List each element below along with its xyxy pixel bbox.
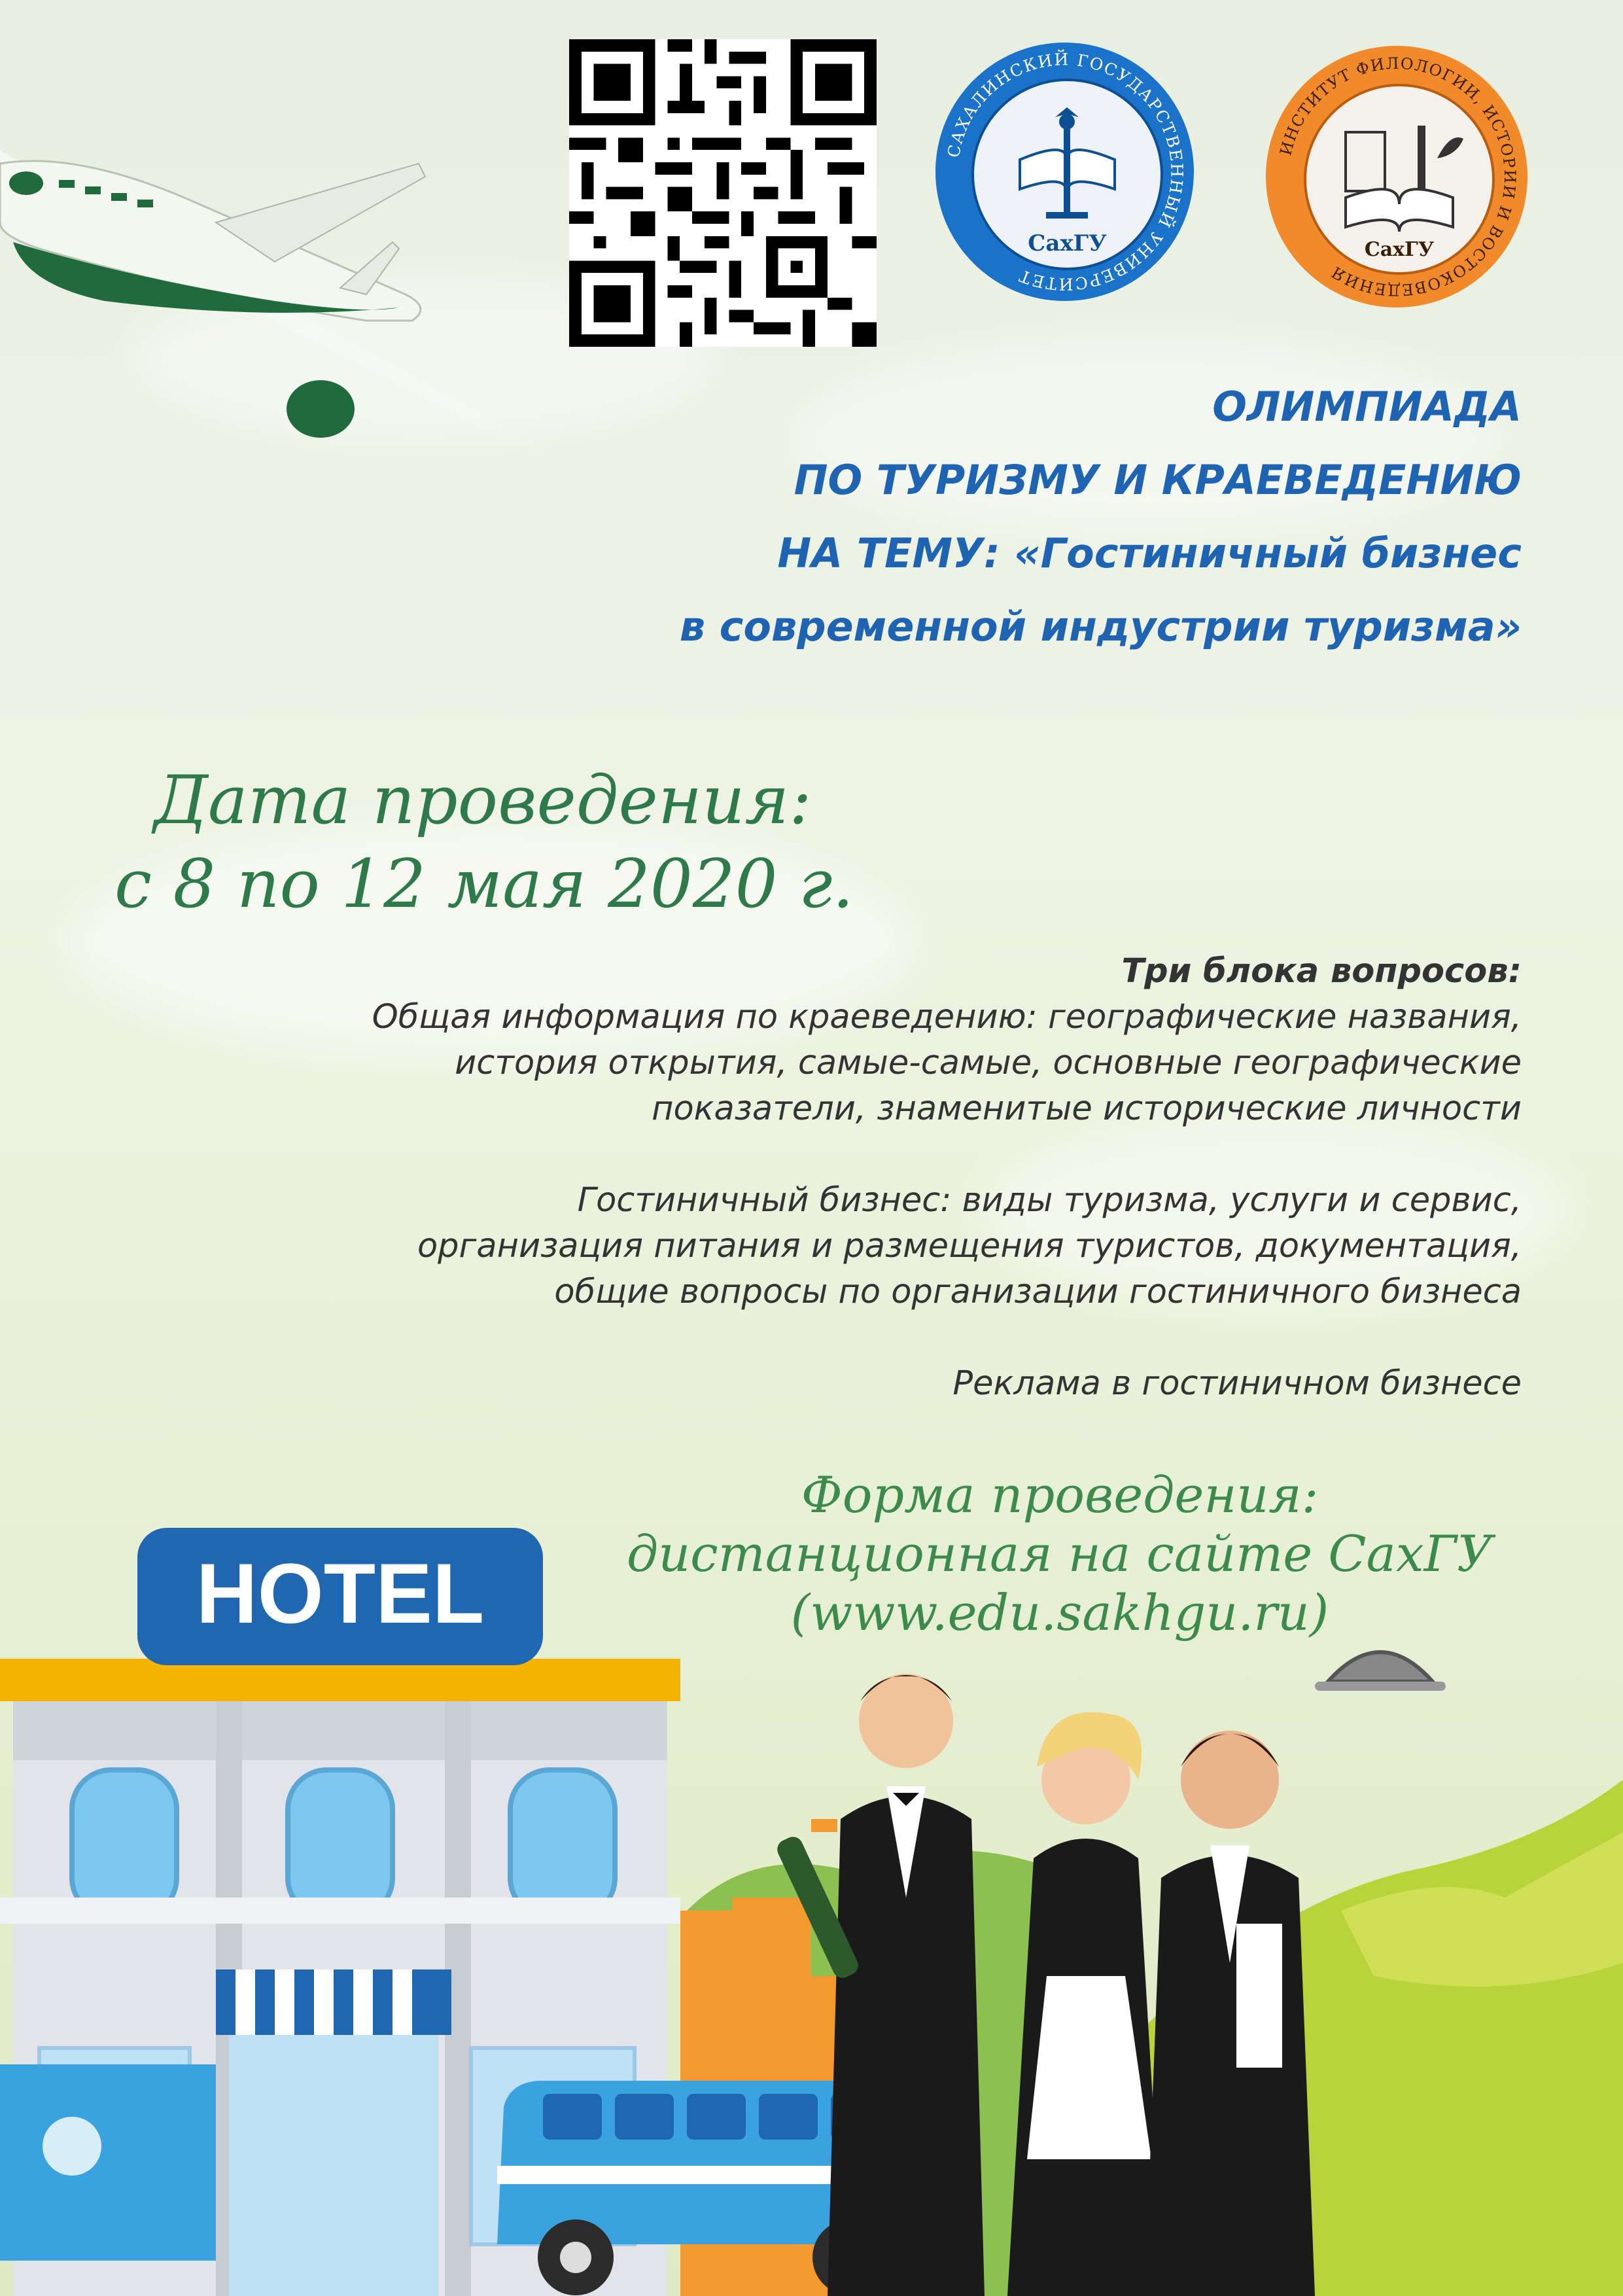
block-3-line: Реклама в гостиничном бизнесе xyxy=(952,1364,1522,1403)
date-value: с 8 по 12 мая 2020 г. xyxy=(114,845,854,923)
hotel-sign-text: HOTEL xyxy=(196,1545,485,1641)
question-blocks xyxy=(372,949,1522,1407)
title-line: НА ТЕМУ: «Гостиничный бизнес xyxy=(777,529,1522,577)
format-label: Форма проведения: xyxy=(801,1466,1319,1524)
university-logo xyxy=(935,43,1194,301)
cloche-icon xyxy=(1328,1652,1433,1682)
institute-emblem xyxy=(1304,84,1495,275)
format-value: дистанционная на сайте СахГУ xyxy=(627,1525,1493,1583)
block-2-line: организация питания и размещения туристов, документация, xyxy=(417,1227,1522,1265)
university-emblem xyxy=(971,79,1163,270)
hotel-illustration xyxy=(0,1505,1623,2296)
airplane-illustration xyxy=(0,124,589,491)
hotel-window xyxy=(288,1770,393,1917)
university-ring-text: САХАЛИНСКИЙ ГОСУДАРСТВЕННЫЙ УНИВЕРСИТЕТ xyxy=(943,50,1187,294)
date-label: Дата проведения: xyxy=(154,762,812,839)
hotel-entrance xyxy=(229,2035,438,2296)
event-date xyxy=(114,759,854,927)
block-2-line: общие вопросы по организации гостиничного бизнеса xyxy=(554,1273,1522,1311)
block-2-line: Гостиничный бизнес: виды туризма, услуги и сервис, xyxy=(577,1181,1522,1220)
qr-code[interactable] xyxy=(569,39,877,347)
hotel-window xyxy=(72,1770,177,1917)
block-1-line: Общая информация по краеведению: географические названия, xyxy=(372,998,1522,1036)
institute-logo xyxy=(1266,46,1527,308)
blocks-heading: Три блока вопросов: xyxy=(1121,952,1522,991)
title-line: в современной индустрии туризма» xyxy=(679,603,1522,650)
suitcase xyxy=(0,2064,216,2261)
institute-ring-text: ИНСТИТУТ ФИЛОЛОГИИ, ИСТОРИИ И ВОСТОКОВЕДЕНИЯ xyxy=(1276,54,1520,300)
block-1-line: показатели, знаменитые исторические личности xyxy=(652,1089,1522,1128)
title-line: ПО ТУРИЗМУ И КРАЕВЕДЕНИЮ xyxy=(794,456,1522,504)
hotel-window xyxy=(510,1770,615,1917)
block-1-line: история открытия, самые-самые, основные географические xyxy=(455,1044,1522,1082)
title-line: ОЛИМПИАДА xyxy=(1212,383,1522,431)
waitress xyxy=(1007,1712,1164,2296)
institute-abbr: СахГУ xyxy=(1364,238,1435,261)
olympiad-title xyxy=(680,370,1522,663)
university-abbr: СахГУ xyxy=(1028,230,1107,256)
site-link[interactable]: (www.edu.sakhgu.ru) xyxy=(790,1583,1329,1642)
